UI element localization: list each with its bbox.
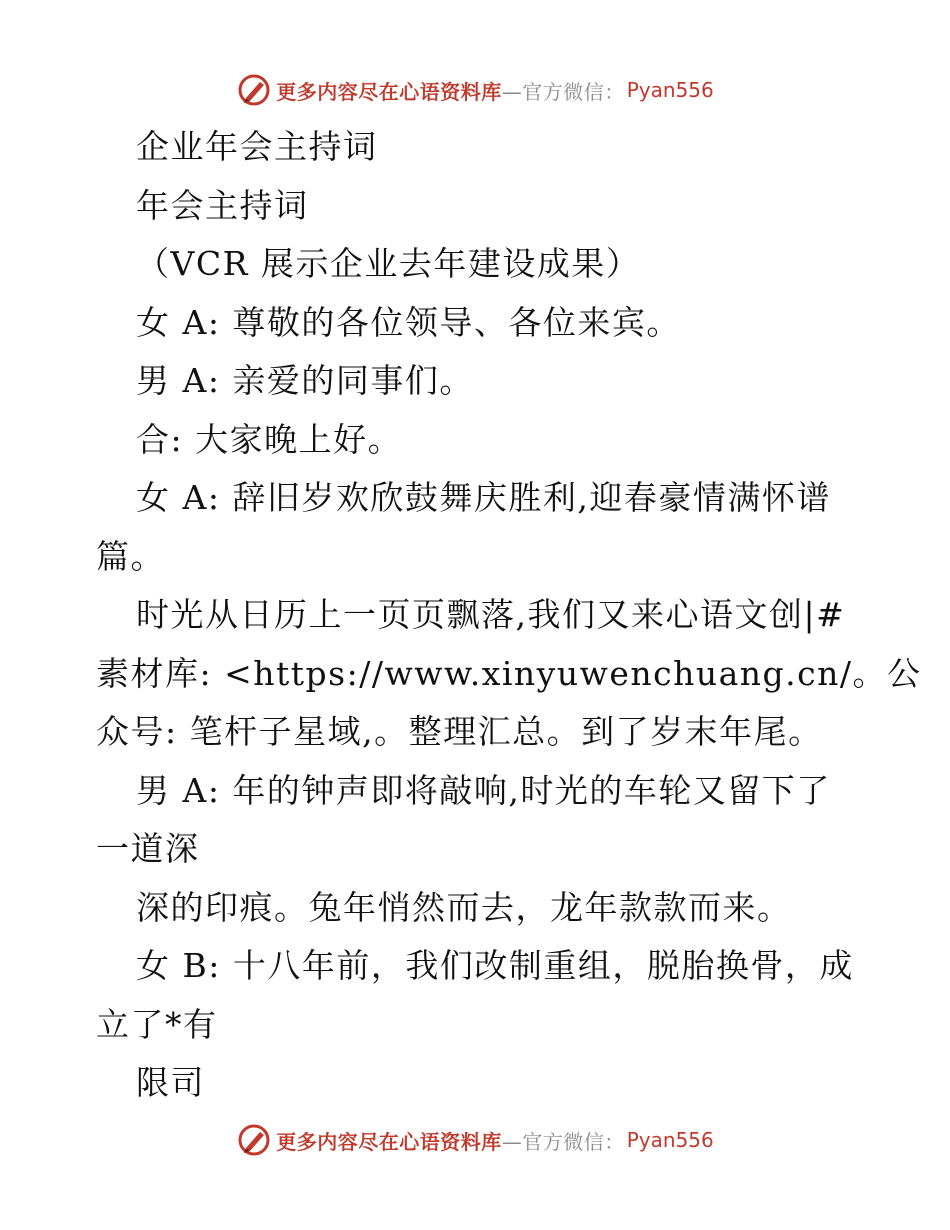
doc-line: 立了*有: [96, 1004, 218, 1044]
doc-line: 一道深: [96, 829, 200, 868]
header-watermark-sep: —官方微信：: [501, 79, 625, 104]
doc-line: 素材库: <https://www.xinyuwenchuang.cn/。公: [96, 653, 922, 693]
doc-line: 男 A: 年的钟声即将敲响,时光的车轮又留下了: [136, 770, 831, 810]
pen-logo-icon: [236, 72, 272, 108]
doc-line: 年会主持词: [136, 185, 309, 225]
doc-line: 企业年会主持词: [136, 127, 378, 166]
doc-line: 女 A: 尊敬的各位领导、各位来宾。: [136, 302, 681, 342]
document-body: [96, 118, 922, 1113]
header-watermark-text: 更多内容尽在心语资料库: [276, 79, 502, 104]
doc-line: 女 A: 辞旧岁欢欣鼓舞庆胜利,迎春豪情满怀谱: [136, 478, 831, 517]
footer-wechat-id: Pyan556: [626, 1128, 714, 1152]
footer-watermark-sep: —官方微信：: [501, 1129, 625, 1154]
doc-line: 男 A: 亲爱的同事们。: [136, 361, 474, 400]
doc-line: 合: 大家晚上好。: [136, 419, 403, 459]
doc-line: 限司: [136, 1063, 205, 1102]
doc-line: 女 B: 十八年前，我们改制重组，脱胎换骨，成: [136, 946, 854, 985]
pen-logo-icon: [236, 1122, 272, 1158]
doc-line: 篇。: [96, 536, 165, 576]
footer-watermark: [0, 1120, 950, 1160]
doc-line: 时光从日历上一页页飘落,我们又来心语文创|#: [136, 595, 846, 634]
header-watermark: [0, 70, 950, 110]
doc-line: （VCR 展示企业去年建设成果）: [136, 244, 641, 283]
doc-line: 深的印痕。兔年悄然而去，龙年款款而来。: [136, 887, 792, 927]
doc-line: 众号: 笔杆子星域,。整理汇总。到了岁末年尾。: [96, 712, 823, 751]
footer-watermark-text: 更多内容尽在心语资料库: [276, 1129, 502, 1154]
header-wechat-id: Pyan556: [626, 78, 714, 102]
